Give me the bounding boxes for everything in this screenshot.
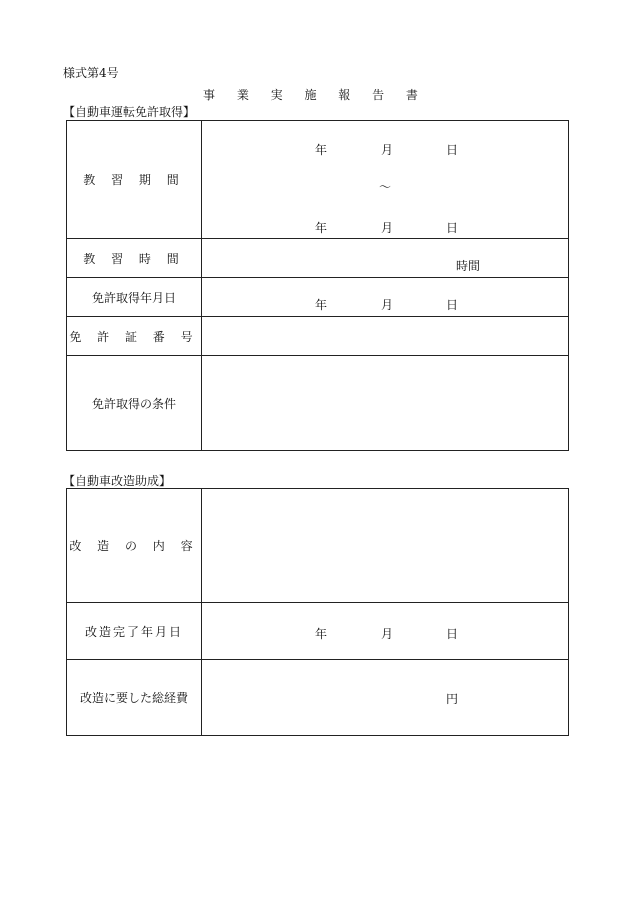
document-title: 事 業 実 施 報 告 書 [203, 88, 427, 102]
completion-year-unit: 年 [315, 627, 328, 641]
section-heading-modification: 【自動車改造助成】 [63, 474, 172, 488]
period-value-field[interactable] [202, 121, 569, 239]
period-tilde: ～ [379, 180, 392, 194]
completion-date-label: 改造完了年月日 [67, 603, 202, 660]
modification-content-label: 改 造 の 内 容 [67, 489, 202, 603]
modification-table [66, 488, 569, 736]
completion-day-unit: 日 [446, 627, 459, 641]
table-row [67, 356, 569, 451]
end-year-unit: 年 [315, 221, 328, 235]
table-row [67, 489, 569, 603]
end-day-unit: 日 [446, 221, 459, 235]
acquired-year-unit: 年 [315, 298, 328, 312]
total-cost-field[interactable] [202, 660, 569, 736]
end-month-unit: 月 [381, 221, 394, 235]
modification-content-field[interactable] [202, 489, 569, 603]
total-cost-label: 改造に要した総経費 [67, 660, 202, 736]
table-row [67, 317, 569, 356]
completion-month-unit: 月 [381, 627, 394, 641]
hours-unit: 時間 [456, 259, 481, 273]
start-year-unit: 年 [315, 143, 328, 157]
conditions-label: 免許取得の条件 [67, 356, 202, 451]
conditions-field[interactable] [202, 356, 569, 451]
completion-date-field[interactable] [202, 603, 569, 660]
license-number-field[interactable] [202, 317, 569, 356]
form-number: 様式第4号 [63, 66, 119, 80]
license-table [66, 120, 569, 451]
period-label: 教 習 期 間 [67, 121, 202, 239]
table-row [67, 660, 569, 736]
acquired-date-label: 免許取得年月日 [67, 278, 202, 317]
table-row [67, 121, 569, 239]
acquired-date-field[interactable] [202, 278, 569, 317]
table-row [67, 603, 569, 660]
section-heading-license: 【自動車運転免許取得】 [63, 105, 196, 119]
acquired-day-unit: 日 [446, 298, 459, 312]
hours-label: 教 習 時 間 [67, 239, 202, 278]
start-month-unit: 月 [381, 143, 394, 157]
license-number-label: 免 許 証 番 号 [67, 317, 202, 356]
start-day-unit: 日 [446, 143, 459, 157]
hours-value-field[interactable] [202, 239, 569, 278]
table-row [67, 278, 569, 317]
acquired-month-unit: 月 [381, 298, 394, 312]
yen-unit: 円 [446, 692, 459, 706]
table-row [67, 239, 569, 278]
